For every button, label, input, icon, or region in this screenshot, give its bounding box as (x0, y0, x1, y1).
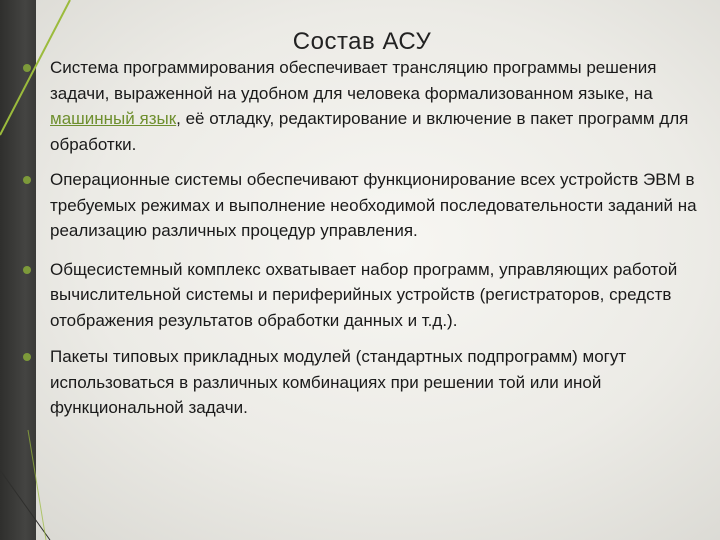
slide-title: Состав АСУ (292, 28, 432, 55)
bullet-text: Пакеты типовых прикладных модулей (стандартных подпрограмм) могут использоваться в различных комбинациях при решении той или иной функциональной задачи. (50, 347, 627, 417)
bullet-item-application-packages (20, 344, 700, 421)
machine-language-link[interactable]: машинный язык (50, 109, 177, 128)
bullet-item-operating-systems (20, 167, 700, 244)
bullet-list (20, 55, 700, 421)
diagonal-line-dark (0, 470, 50, 540)
bullet-dot-icon (23, 353, 31, 361)
bullet-item-programming-system (20, 55, 700, 157)
bullet-dot-icon (23, 176, 31, 184)
bullet-text-part: , её отладку, редактирование и включение в пакет программ для обработки. (50, 109, 689, 154)
bullet-text: Операционные системы обеспечивают функционирование всех устройств ЭВМ в требуемых режимах и выполнение необходимой последовательности заданий на реализацию различных процедур управления. (50, 170, 697, 240)
bullet-dot-icon (23, 266, 31, 274)
bullet-dot-icon (23, 64, 31, 72)
bullet-item-system-complex (20, 257, 700, 334)
bullet-text-part: Система программирования обеспечивает трансляцию программы решения задачи, выраженной на удобном для человека формализованном языке, на (50, 58, 657, 103)
bullet-text: Общесистемный комплекс охватывает набор программ, управляющих работой вычислительной системы и периферийных устройств (регистраторов, средств отображения результатов обработки данных и т.д.). (50, 259, 678, 330)
diagonal-line-light (28, 430, 46, 540)
